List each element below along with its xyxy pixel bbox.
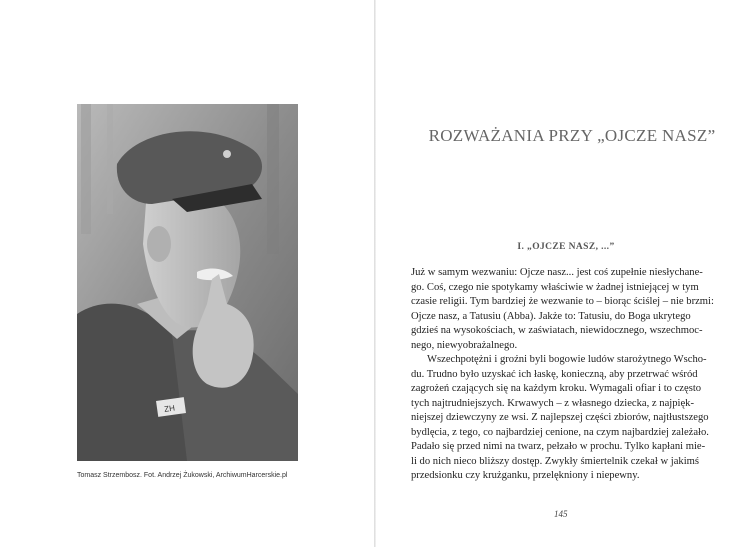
text-line: nego, niewyobrażalnego.: [411, 339, 518, 351]
text-line: li do nich nieco bliższy dostęp. Zwykły śmiertelnik czekał w jakimś: [411, 455, 700, 467]
text-line: Ojcze nasz, a Tatusiu (Abba). Jakże to: Tatusiu, do Boga ukrytego: [411, 310, 691, 322]
portrait-photo: [77, 104, 298, 461]
left-page: [0, 0, 374, 547]
text-line: Już w samym wezwaniu: Ojcze nasz... jest coś zupełnie niesłychane-: [411, 267, 703, 278]
text-line: gdzieś na wysokościach, w zaświatach, niewidocznego, wszechmoc-: [411, 325, 703, 336]
text-line: du. Trudno było uzyskać ich łaskę, konieczną, aby przetrwać wśród: [411, 368, 698, 380]
chapter-title: ROZWAŻANIA PRZY „OJCZE NASZ”: [428, 126, 716, 145]
text-line: przedsionku czy krużganku, przelękniony i niepewny.: [411, 470, 640, 481]
section-title: I. „OJCZE NASZ, ...”: [517, 242, 615, 252]
text-line: niejszej dziewczyny ze wsi. Z najlepszej części zbiorów, najtłustszego: [411, 412, 709, 423]
page-number: 145: [554, 509, 568, 519]
right-page: [376, 0, 750, 547]
text-line: go. Coś, czego nie spotykamy właściwie w żadnej istniejącej w tym: [411, 281, 699, 293]
photo-caption: Tomasz Strzembosz. Fot. Andrzej Żukowski, ArchiwumHarcerskie.pl: [77, 472, 288, 479]
text-line: zagrożeń czających się na każdym kroku. Wymagali ofiar i to często: [411, 383, 702, 394]
text-line: bydlęcia, z tego, co najbardziej cenione, na czym najbardziej zależało.: [411, 426, 709, 438]
text-line: Wszechpotężni i groźni byli bogowie ludów starożytnego Wscho-: [427, 354, 707, 365]
badge-label: ZH: [163, 403, 176, 414]
body-text: [411, 266, 717, 484]
text-line: Padało się przed nimi na twarz, pełzało w prochu. Tylko kapłani mie-: [411, 441, 706, 452]
text-line: czasie religii. Tym bardziej że wezwanie to – biorąc ściślej – nie brzmi:: [411, 296, 714, 307]
text-line: tych najtrudniejszych. Krwawych – z własnego dziecka, z najpięk-: [411, 397, 694, 409]
